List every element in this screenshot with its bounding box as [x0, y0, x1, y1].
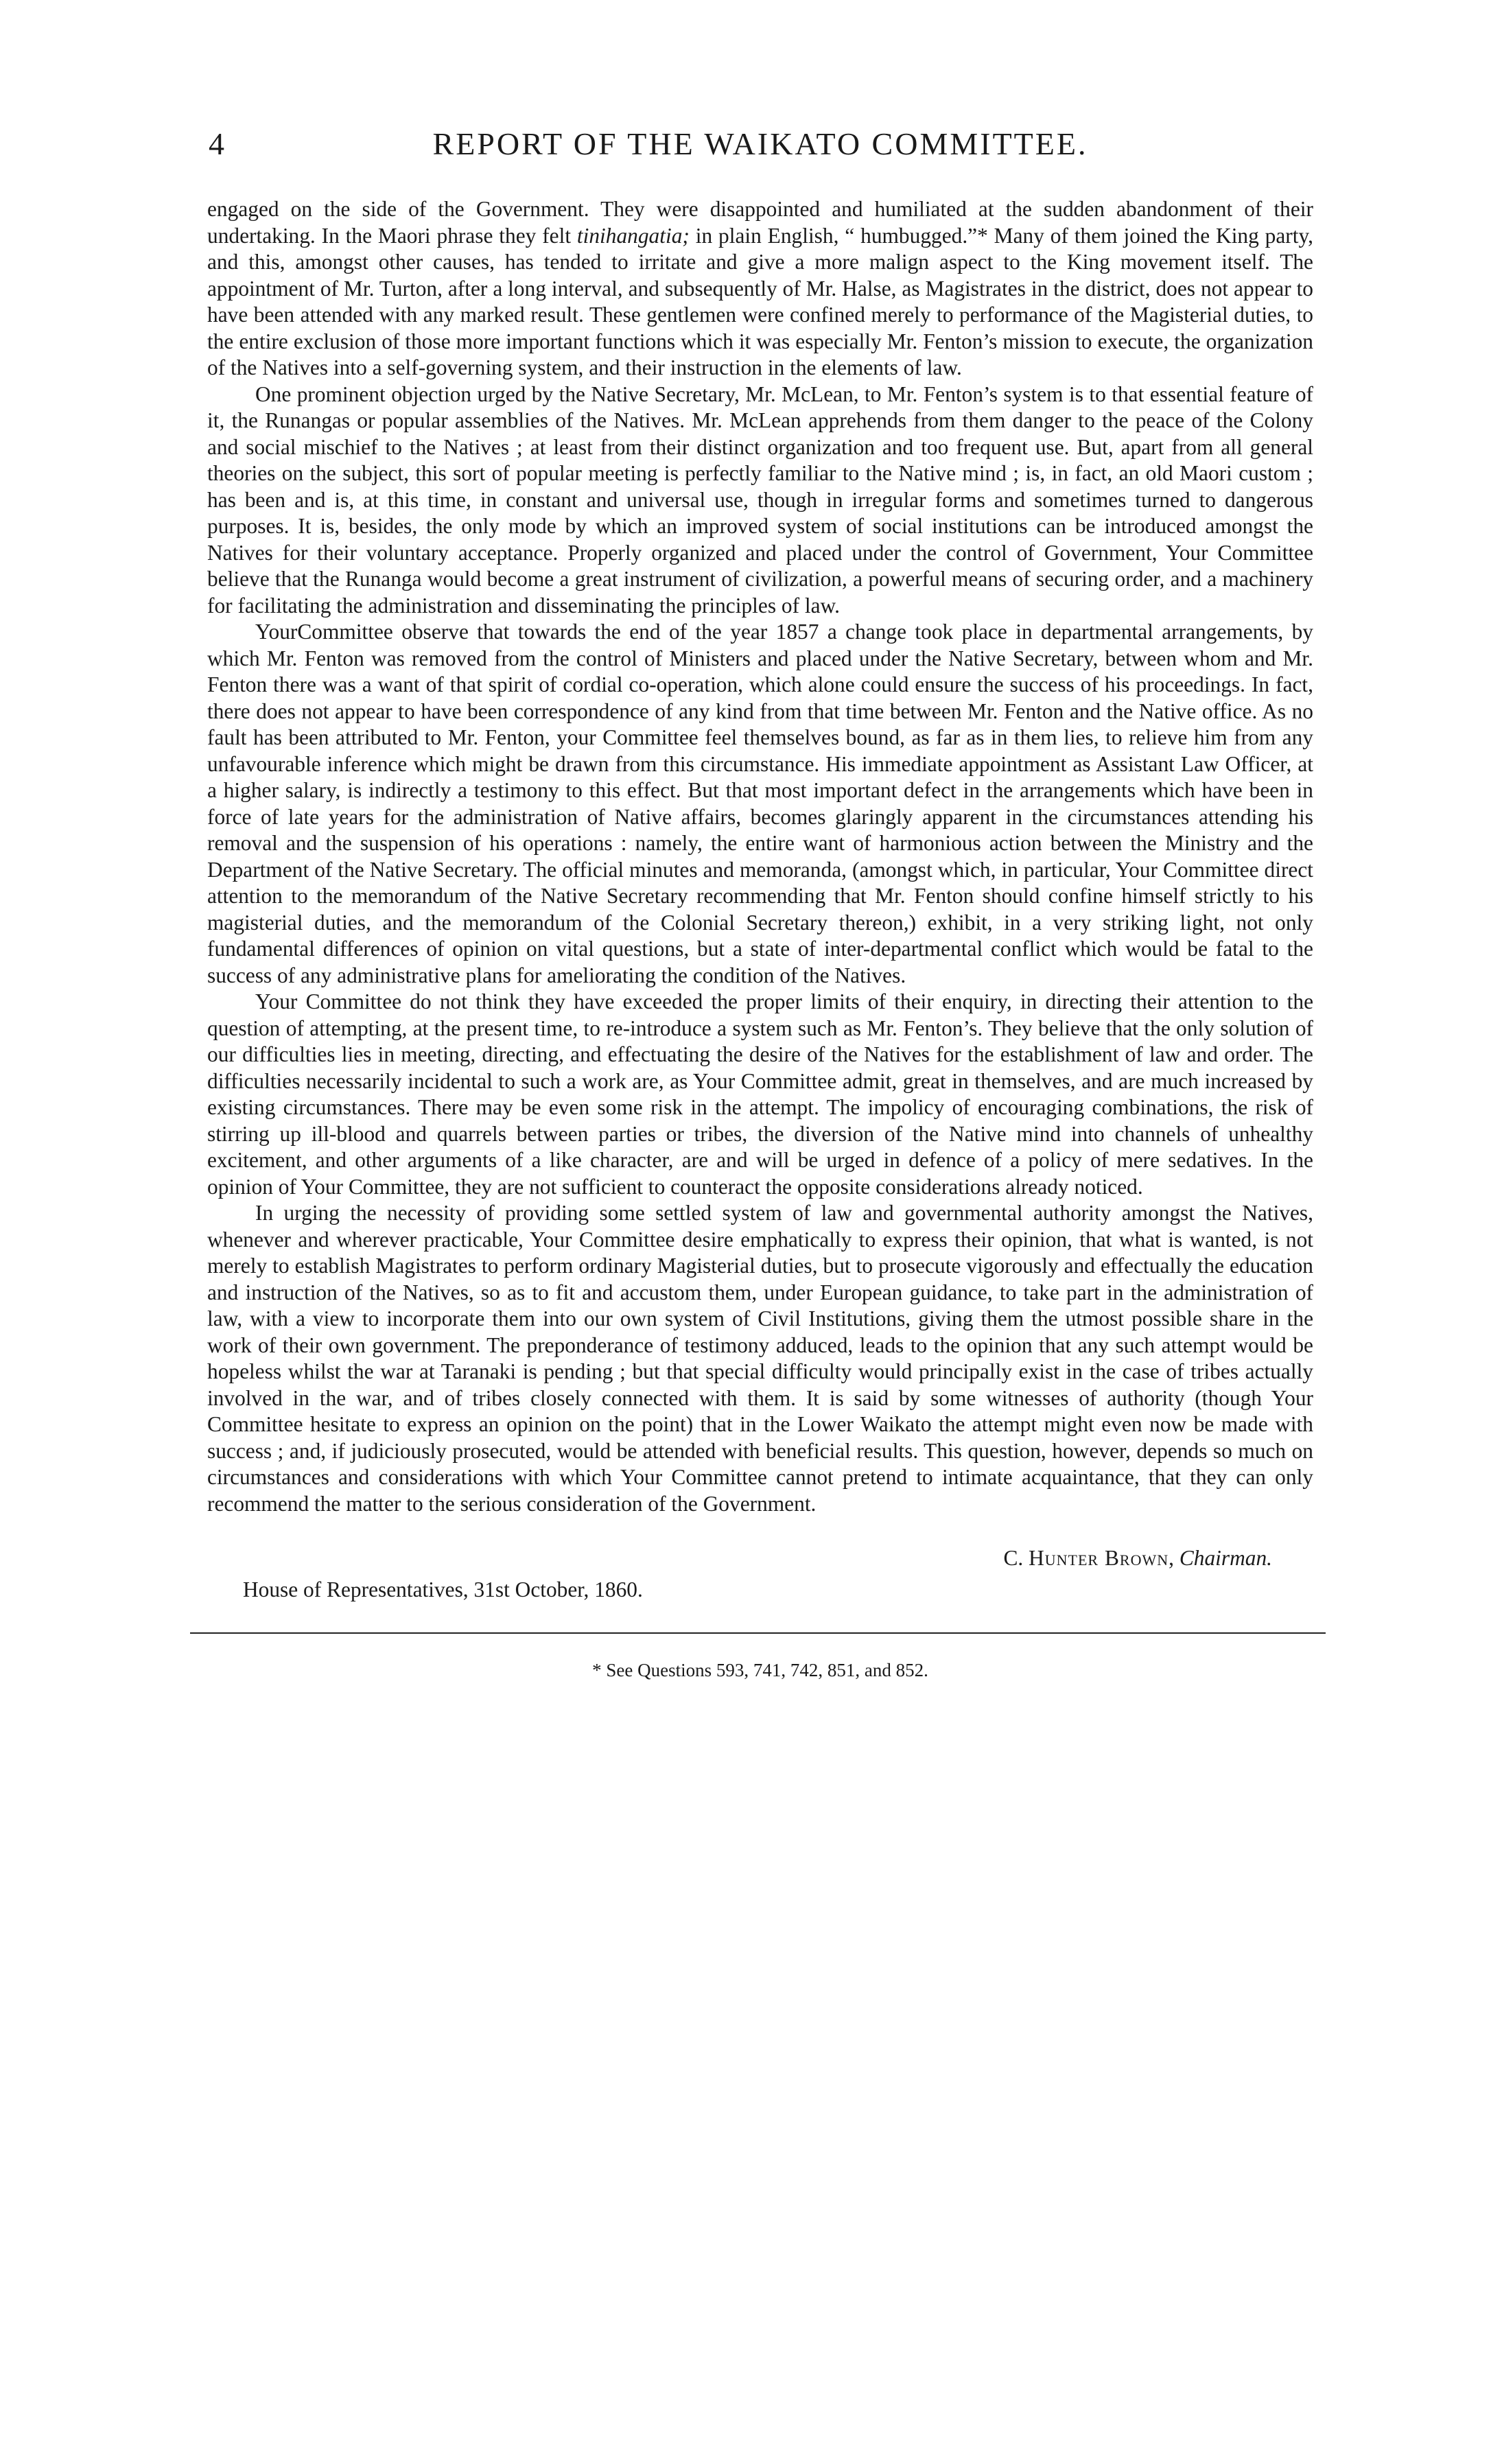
page-header: [207, 124, 1313, 178]
chairman-title: Chairman.: [1179, 1546, 1272, 1570]
paragraph-1-text-a: engaged on the side of the Government. They were disappointed and humiliated at the sudden abandonment of their undertaking. In the Maori phrase they felt: [207, 197, 1313, 248]
chairman-initial: C.: [1003, 1546, 1029, 1570]
chairman-signature: [1003, 1545, 1272, 1572]
footnote-divider: [190, 1632, 1326, 1634]
signature-block: [207, 1545, 1313, 1608]
report-body: [207, 196, 1313, 1517]
paragraph-1-text-b: in plain English, “ humbugged.”* Many of them joined the King party, and this, amongst other causes, has tended to irritate and give a more malign aspect to the King movement itself. The appointment of Mr. Turton, after a long interval, and subsequently of Mr. Halse, as Magistrates in the district, does not appear to have been attended with any marked result. These gentlemen were confined merely to performance of the Magisterial duties, to the entire exclusion of those more important functions which it was especially Mr. Fenton’s mission to execute, the organization of the Natives into a self-governing system, and their instruction in the elements of law.: [207, 223, 1313, 379]
report-page: [207, 124, 1313, 1682]
paragraph-4: Your Committee do not think they have exceeded the proper limits of their enquiry, in directing their attention to the question of attempting, at the present time, to re-introduce a system such as Mr. Fenton’s. They believe that the only solution of our difficulties lies in meeting, directing, and effectuating the desire of the Natives for the establishment of law and order. The difficulties necessarily incidental to such a work are, as Your Committee admit, great in themselves, and are much increased by existing circumstances. There may be even some risk in the attempt. The impolicy of encouraging combinations, the risk of stirring up ill-blood and quarrels between parties or tribes, the diversion of the Native mind into channels of unhealthy excitement, and other arguments of a like character, are and will be urged in defence of a policy of mere sedatives. In the opinion of Your Committee, they are not sufficient to counteract the opposite considerations already noticed.: [207, 989, 1313, 1199]
paragraph-3: YourCommittee observe that towards the end of the year 1857 a change took place in departmental arrangements, by which Mr. Fenton was removed from the control of Ministers and placed under the Native Secretary, between whom and Mr. Fenton there was a want of that spirit of cordial co-operation, which alone could ensure the success of his proceedings. In fact, there does not appear to have been correspondence of any kind from that time between Mr. Fenton and the Native office. As no fault has been attributed to Mr. Fenton, your Committee feel themselves bound, as far as in them lies, to relieve him from any unfavourable inference which might be drawn from this circumstance. His immediate appointment as Assistant Law Officer, at a higher salary, is indirectly a testimony to this effect. But that most important defect in the arrangements which have been in force of late years for the administration of Native affairs, becomes glaringly apparent in the circumstances attending his removal and the suspension of his operations : namely, the entire want of harmonious action between the Ministry and the Department of the Native Secretary. The official minutes and memoranda, (amongst which, in particular, Your Committee direct attention to the memorandum of the Native Secretary recommending that Mr. Fenton should confine himself strictly to his magisterial duties, and the memorandum of the Colonial Secretary thereon,) exhibit, in a very striking light, not only fundamental differences of opinion on vital questions, but a state of inter-departmental conflict which would be fatal to the success of any administrative plans for ameliorating the condition of the Natives.: [207, 620, 1313, 987]
place-date: House of Representatives, 31st October, 1860.: [243, 1577, 643, 1601]
paragraph-2: One prominent objection urged by the Native Secretary, Mr. McLean, to Mr. Fenton’s system is to that essential feature of it, the Runangas or popular assemblies of the Natives. Mr. McLean apprehends from them danger to the peace of the Colony and social mischief to the Natives ; at least from their distinct organization and too frequent use. But, apart from all general theories on the subject, this sort of popular meeting is perfectly familiar to the Native mind ; is, in fact, an old Maori custom ; has been and is, at this time, in constant and universal use, though in irregular forms and sometimes turned to dangerous purposes. It is, besides, the only mode by which an improved system of social institutions can be introduced amongst the Natives for their voluntary acceptance. Properly organized and placed under the control of Government, Your Committee believe that the Runanga would become a great instrument of civilization, a powerful means of securing order, and a machinery for facilitating the administration and disseminating the principles of law.: [207, 382, 1313, 618]
chairman-name: Hunter Brown: [1029, 1546, 1169, 1570]
signature-separator: ,: [1169, 1546, 1179, 1570]
footnote: * See Questions 593, 741, 742, 851, and 852.: [592, 1660, 928, 1680]
maori-phrase: tinihangatia;: [576, 223, 690, 248]
paragraph-1: [207, 196, 1313, 382]
paragraph-5: In urging the necessity of providing some settled system of law and governmental authority amongst the Natives, whenever and wherever practicable, Your Committee desire emphatically to express their opinion, that what is wanted, is not merely to establish Magistrates to perform ordinary Magisterial duties, but to prosecute vigorously and effectually the education and instruction of the Natives, so as to fit and accustom them, under European guidance, to take part in the administration of law, with a view to incorporate them into our own system of Civil Institutions, giving them the utmost possible share in the work of their own government. The preponderance of testimony adduced, leads to the opinion that any such attempt would be hopeless whilst the war at Taranaki is pending ; but that special difficulty would principally exist in the case of tribes actually involved in the war, and of tribes closely connected with them. It is said by some witnesses of authority (though Your Committee hesitate to express an opinion on the point) that in the Lower Waikato the attempt might even now be made with success ; and, if judiciously prosecuted, would be attended with beneficial results. This question, however, depends so much on circumstances and considerations with which Your Committee cannot pretend to intimate acquaintance, that they can only recommend the matter to the serious consideration of the Government.: [207, 1201, 1313, 1516]
page-number: 4: [209, 126, 224, 161]
running-title: REPORT OF THE WAIKATO COMMITTEE.: [432, 126, 1088, 161]
